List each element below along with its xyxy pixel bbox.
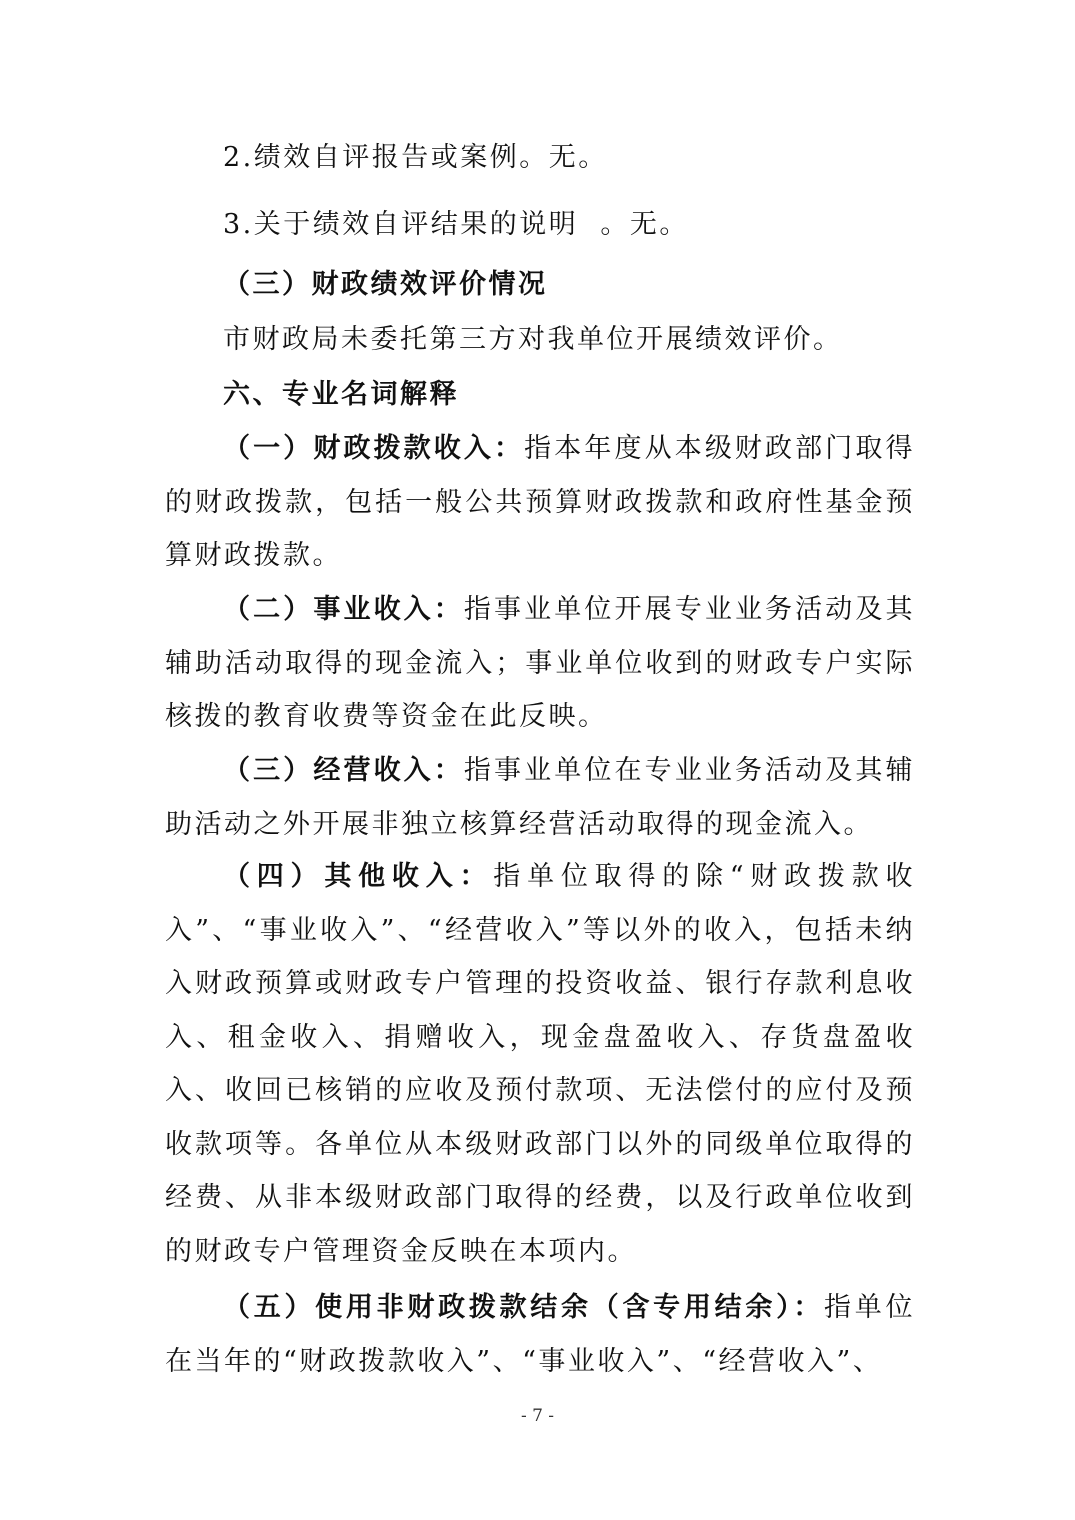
term-label: （二）事业收入： xyxy=(223,594,464,625)
item-2-line: 2.绩效自评报告或案例。无。 xyxy=(223,142,608,173)
term-label: （五）使用非财政拨款结余（含专用结余）： xyxy=(223,1292,825,1323)
term-paragraph-operating-income xyxy=(165,744,915,851)
term-paragraph-other-income xyxy=(165,850,915,1278)
term-definition: 指事业单位开展专业业务活动及其辅助活动取得的现金流入；事业单位收到的财政专户实际核拨的教育收费等资金在此反映。 xyxy=(165,594,916,732)
term-definition: 指事业单位在专业业务活动及其辅助活动之外开展非独立核算经营活动取得的现金流入。 xyxy=(165,755,916,840)
section-heading-glossary: 六、专业名词解释 xyxy=(223,379,459,410)
term-definition: 指单位取得的除“财政拨款收入”、“事业收入”、“经营收入”等以外的收入，包括未纳入财政预算或财政专户管理的投资收益、银行存款利息收入、租金收入、捐赠收入，现金盘盈收入、存货盘盈收入、收回已核销的应收及预付款项、无法偿付的应付及预收款项等。各单位从本级财政部门以外的同级单位取得的经费、从非本级财政部门取得的经费，以及行政单位收到的财政专户管理资金反映在本项内。 xyxy=(165,861,915,1267)
term-paragraph-non-fiscal-surplus xyxy=(165,1281,915,1388)
term-label: （三）经营收入： xyxy=(223,755,464,786)
term-label: （四）其他收入： xyxy=(223,861,494,892)
fiscal-evaluation-text: 市财政局未委托第三方对我单位开展绩效评价。 xyxy=(223,324,843,355)
item-3-line: 3.关于绩效自评结果的说明 。无。 xyxy=(223,209,689,240)
term-label: （一）财政拨款收入： xyxy=(223,433,525,464)
term-definition: 指单位在当年的“财政拨款收入”、“事业收入”、“经营收入”、 xyxy=(165,1292,916,1377)
term-definition: 指本年度从本级财政部门取得的财政拨款，包括一般公共预算财政拨款和政府性基金预算财政拨款。 xyxy=(165,433,916,571)
term-paragraph-fiscal-appropriation xyxy=(165,422,915,583)
section-heading-fiscal-evaluation: （三）财政绩效评价情况 xyxy=(223,269,548,300)
term-paragraph-business-income xyxy=(165,583,915,744)
page-number: - 7 - xyxy=(520,1406,555,1426)
